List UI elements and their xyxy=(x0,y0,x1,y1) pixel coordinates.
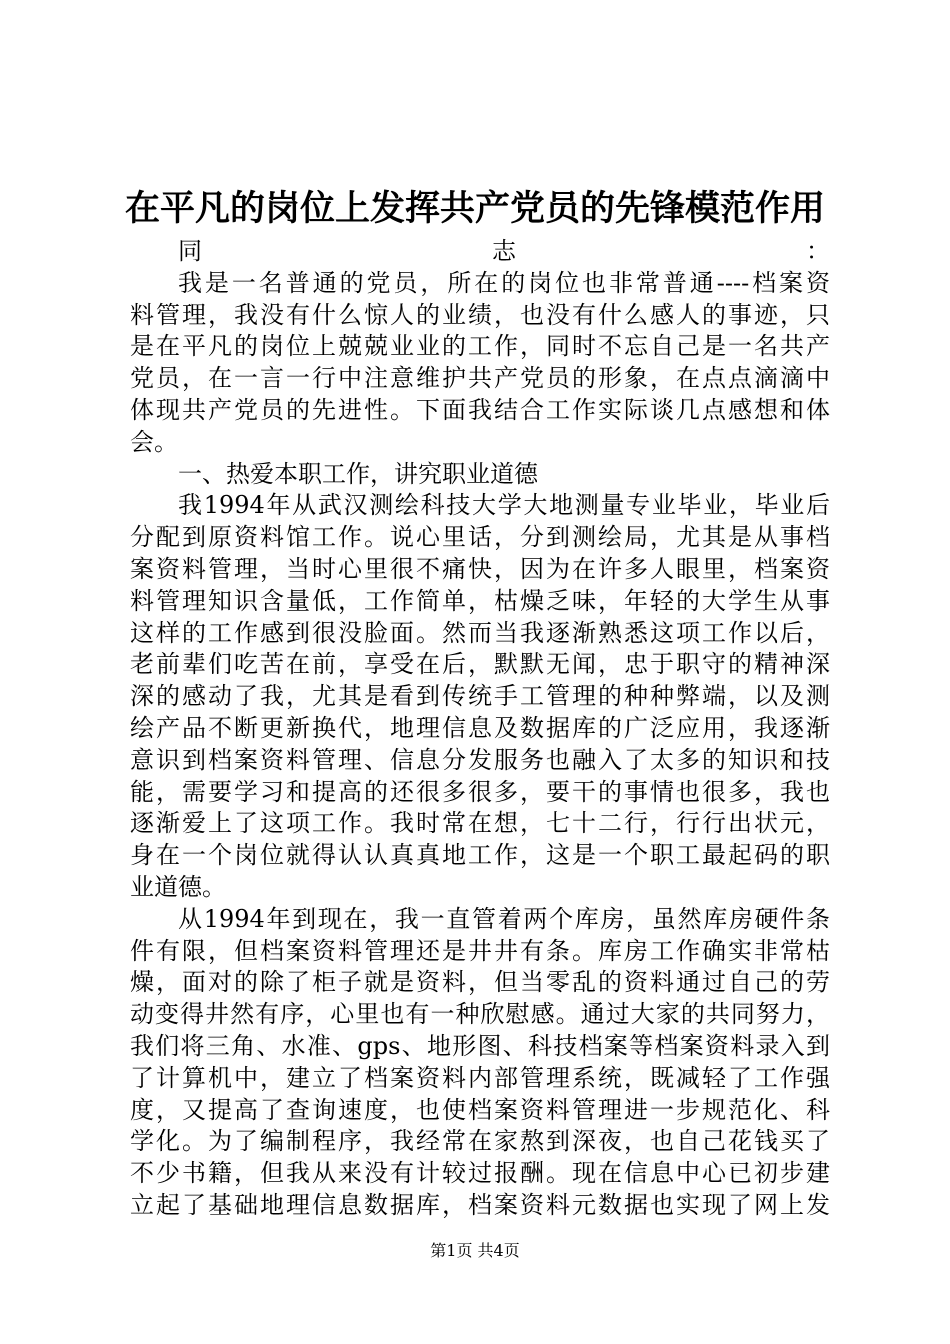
body-line: 料管理，我没有什么惊人的业绩，也没有什么感人的事迹，只 xyxy=(130,300,830,329)
document-title: 在平凡的岗位上发挥共产党员的先锋模范作用 xyxy=(124,189,825,229)
body-line: 料管理知识含量低，工作简单，枯燥乏味，年轻的大学生从事 xyxy=(130,586,830,615)
body-line: 业道德。 xyxy=(130,872,226,901)
body-line: 老前辈们吃苦在前，享受在后，默默无闻，忠于职守的精神深 xyxy=(130,650,830,679)
body-line: 意识到档案资料管理、信息分发服务也融入了太多的知识和技 xyxy=(130,745,830,774)
body-line: 不少书籍，但我从来没有计较过报酬。现在信息中心已初步建 xyxy=(130,1159,830,1188)
body-line: 绘产品不断更新换代，地理信息及数据库的广泛应用，我逐渐 xyxy=(130,713,830,742)
body-line: 同志： xyxy=(178,237,830,265)
page-footer: 第1页 共4页 xyxy=(430,1241,520,1260)
body-line: 分配到原资料馆工作。说心里话，分到测绘局，尤其是从事档 xyxy=(130,523,830,552)
body-line: 党员，在一言一行中注意维护共产党员的形象，在点点滴滴中 xyxy=(130,364,830,393)
section-heading: 一、热爱本职工作，讲究职业道德 xyxy=(178,459,538,488)
body-line: 能，需要学习和提高的还很多很多，要干的事情也很多，我也 xyxy=(130,777,830,806)
body-line: 从1994年到现在，我一直管着两个库房，虽然库房硬件条 xyxy=(178,904,830,933)
body-line: 我是一名普通的党员，所在的岗位也非常普通----档案资 xyxy=(178,268,830,297)
document-body xyxy=(130,236,830,1222)
body-line: 体现共产党员的先进性。下面我结合工作实际谈几点感想和体 xyxy=(130,395,830,424)
body-line: 案资料管理，当时心里很不痛快，因为在许多人眼里，档案资 xyxy=(130,554,830,583)
body-line: 立起了基础地理信息数据库，档案资料元数据也实现了网上发 xyxy=(130,1190,830,1219)
body-line: 这样的工作感到很没脸面。然而当我逐渐熟悉这项工作以后， xyxy=(130,618,830,647)
body-line: 了计算机中，建立了档案资料内部管理系统，既减轻了工作强 xyxy=(130,1063,830,1092)
body-line: 是在平凡的岗位上兢兢业业的工作，同时不忘自己是一名共产 xyxy=(130,332,830,361)
body-line: 身在一个岗位就得认认真真地工作，这是一个职工最起码的职 xyxy=(130,841,830,870)
body-line: 燥，面对的除了柜子就是资料，但当零乱的资料通过自己的劳 xyxy=(130,968,830,997)
body-line: 学化。为了编制程序，我经常在家熬到深夜，也自己花钱买了 xyxy=(130,1127,830,1156)
body-line: 深的感动了我，尤其是看到传统手工管理的种种弊端，以及测 xyxy=(130,682,830,711)
body-line: 会。 xyxy=(130,427,178,456)
body-line: 件有限，但档案资料管理还是井井有条。库房工作确实非常枯 xyxy=(130,936,830,965)
body-line: 我们将三角、水准、gps、地形图、科技档案等档案资料录入到 xyxy=(130,1031,830,1060)
body-line: 逐渐爱上了这项工作。我时常在想，七十二行，行行出状元， xyxy=(130,809,830,838)
body-line: 我1994年从武汉测绘科技大学大地测量专业毕业，毕业后 xyxy=(178,491,830,520)
body-line: 动变得井然有序，心里也有一种欣慰感。通过大家的共同努力， xyxy=(130,1000,830,1029)
body-line: 度，又提高了查询速度，也使档案资料管理进一步规范化、科 xyxy=(130,1095,830,1124)
